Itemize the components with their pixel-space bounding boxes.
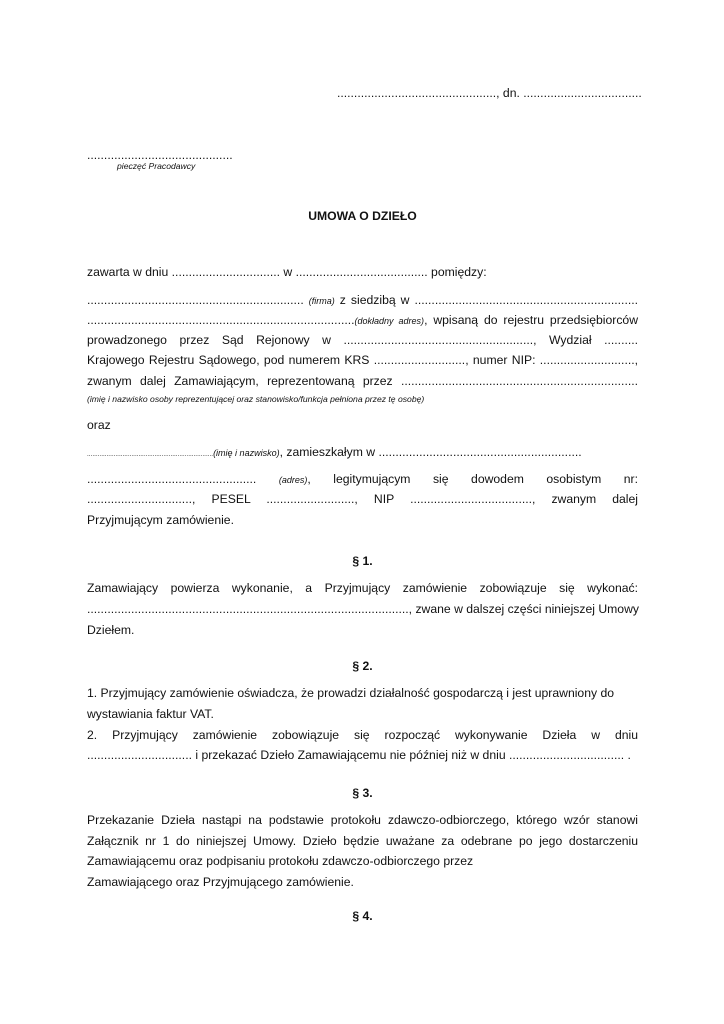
document-title: UMOWA O DZIEŁO [308,209,417,223]
section-3-line-3: Zamawiającemu oraz podpisaniu protokołu zdawczo-odbiorczego przez [87,854,474,868]
section-2-line-3: 2. Przyjmujący zamówienie zobowiązuje się rozpocząć wykonywanie Dzieła w dniu [87,728,638,742]
address-dots: ............................................................................... [87,313,355,327]
section-3-line-1: Przekazanie Dzieła nastąpi na podstawie protokołu zdawczo-odbiorczego, którego wzór stanowi [87,813,638,827]
intro-line-9 [87,472,638,486]
section-3-heading: § 3. [352,786,373,800]
section-1-line-1: Zamawiający powierza wykonanie, a Przyjmujący zamówienie zobowiązuje się wykonać: [87,581,638,595]
intro-line-3 [87,313,638,327]
intro-line-8 [87,445,582,459]
company-hint: (firma) [308,296,335,306]
intro-line-5: Krajowego Rejestru Sądowego, pod numerem KRS ..........................., numer NIP: ............................, [87,353,638,367]
section-2-line-2: wystawiania faktur VAT. [87,707,214,721]
section-2-heading: § 2. [352,659,373,673]
residence-text: , zamieszkałym w ............................................................ [279,445,582,459]
place-date-line: ..............................................., dn. ................................... [337,86,642,100]
section-4-heading: § 4. [352,909,373,923]
company-dots: ................................................................ [87,293,309,307]
seat-text: z siedzibą w .................................................................. [334,293,638,307]
section-2-line-4: ............................... i przekazać Dzieło Zamawiającemu nie później niż w dniu .................................. . [87,748,631,762]
section-1-line-3: Dziełem. [87,623,135,637]
stamp-label: pieczęć Pracodawcy [117,161,196,171]
intro-line-1: zawarta w dniu ................................ w ....................................... pomiędzy: [87,265,487,279]
section-1-heading: § 1. [352,554,373,568]
intro-line-11: Przyjmującym zamówienie. [87,513,234,527]
contractor-address-hint: (adres) [278,475,308,485]
section-3-line-4: Zamawiającego oraz Przyjmującego zamówienie. [87,875,354,889]
intro-line-10: ..............................., PESEL .........................., NIP ...................................., zwanym dalej [87,492,638,506]
intro-line-2 [87,293,638,307]
intro-line-6: zwanym dalej Zamawiającym, reprezentowaną przez ...................................................................... [87,374,638,388]
name-dots: ....................................................................... [87,451,214,458]
section-2-line-1: 1. Przyjmujący zamówienie oświadcza, że prowadzi działalność gospodarczą i jest uprawniony do [87,686,615,700]
name-hint: (imię i nazwisko) [213,448,280,458]
oraz-text: oraz [87,418,111,432]
register-text: , wpisaną do rejestru przedsiębiorców [424,313,638,327]
stamp-dots: ........................................... [87,148,233,162]
section-3-line-2: Załącznik nr 1 do niniejszej Umowy. Dzieło będzie uważane za odebrane po jego dostarczeniu [87,834,638,848]
intro-line-4: prowadzonego przez Sąd Rejonowy w ........................................................, Wydział .......... [87,333,638,347]
id-card-text: , legitymującym się dowodem osobistym nr: [307,472,638,486]
address-hint: (dokładny adres) [354,316,425,326]
contractor-address-dots: .................................................. [87,472,257,486]
section-1-line-2: ..............................................................................................., zwane w dalszej części niniejszej Umowy [87,602,639,616]
representative-hint: (imię i nazwisko osoby reprezentującej oraz stanowisko/funkcja pełniona przez tę osobę) [87,394,425,404]
